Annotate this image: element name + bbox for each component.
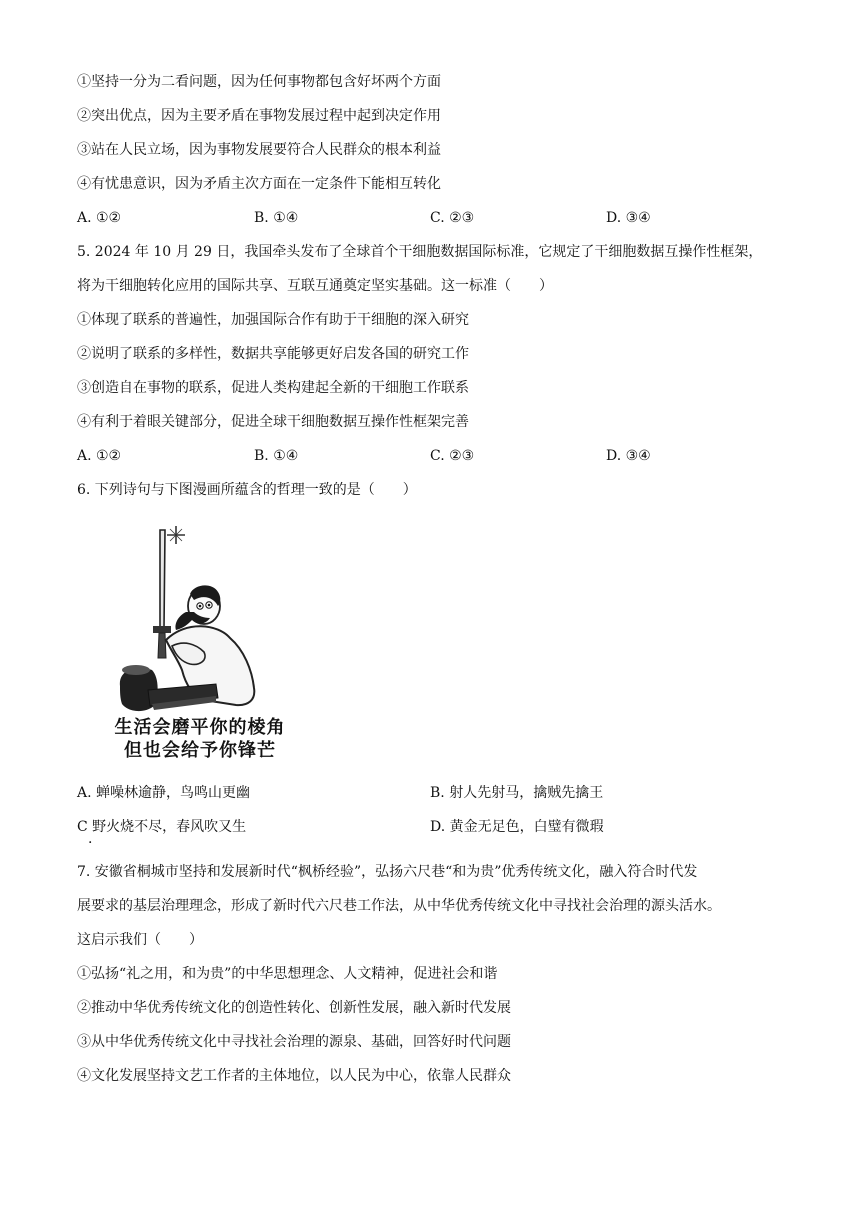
stray-dot: · <box>88 835 93 851</box>
q5-stem-line-1: 5. 2024 年 10 月 29 日，我国牵头发布了全球首个干细胞数据国际标准，它规定了干细胞数据互操作性框架， <box>77 244 763 260</box>
q7-stem-line-2: 展要求的基层治理理念，形成了新时代六尺巷工作法，从中华优秀传统文化中寻找社会治理的源头活水。 <box>77 898 721 914</box>
q6-option-a[interactable]: A. 蝉噪林逾静，鸟鸣山更幽 <box>77 785 251 801</box>
q4-option-a[interactable]: A. ①② <box>77 210 122 226</box>
q4-statement-3: ③站在人民立场，因为事物发展要符合人民群众的根本利益 <box>77 142 441 158</box>
q4-statement-4: ④有忧患意识，因为矛盾主次方面在一定条件下能相互转化 <box>77 176 441 192</box>
cartoon-figure <box>108 520 290 770</box>
q5-stem-line-2: 将为干细胞转化应用的国际共享、互联互通奠定坚实基础。这一标准（ ） <box>77 278 553 294</box>
q4-option-b[interactable]: B. ①④ <box>254 210 299 226</box>
q5-option-a[interactable]: A. ①② <box>77 448 122 464</box>
q7-statement-3: ③从中华优秀传统文化中寻找社会治理的源泉、基础，回答好时代问题 <box>77 1034 511 1050</box>
sword-handle <box>158 633 166 658</box>
cartoon-caption-line-1: 生活会磨平你的棱角 <box>114 717 286 738</box>
q5-statement-2: ②说明了联系的多样性，数据共享能够更好启发各国的研究工作 <box>77 346 469 362</box>
q6-option-b[interactable]: B. 射人先射马，擒贼先擒王 <box>430 785 604 801</box>
q7-statement-1: ①弘扬“礼之用，和为贵”的中华思想理念、人文精神，促进社会和谐 <box>77 966 498 982</box>
q7-statement-2: ②推动中华优秀传统文化的创造性转化、创新性发展，融入新时代发展 <box>77 1000 511 1016</box>
q4-option-d[interactable]: D. ③④ <box>606 210 651 226</box>
q7-statement-4: ④文化发展坚持文艺工作者的主体地位，以人民为中心，依靠人民群众 <box>77 1068 511 1084</box>
sword-hilt <box>153 626 171 633</box>
q5-option-b[interactable]: B. ①④ <box>254 448 299 464</box>
q5-statement-4: ④有利于着眼关键部分，促进全球干细胞数据互操作性框架完善 <box>77 414 469 430</box>
q6-option-d[interactable]: D. 黄金无足色，白璧有微瑕 <box>430 819 604 835</box>
q5-option-d[interactable]: D. ③④ <box>606 448 651 464</box>
q6-stem: 6. 下列诗句与下图漫画所蕴含的哲理一致的是（ ） <box>77 482 417 498</box>
cartoon-caption <box>112 716 288 762</box>
q5-statement-1: ①体现了联系的普遍性，加强国际合作有助于干细胞的深入研究 <box>77 312 469 328</box>
cartoon-caption-line-2: 但也会给予你锋芒 <box>124 740 276 761</box>
q5-statement-3: ③创造自在事物的联系，促进人类构建起全新的干细胞工作联系 <box>77 380 469 396</box>
sword-blade <box>160 530 165 628</box>
q5-option-c[interactable]: C. ②③ <box>430 448 475 464</box>
sparkle-icon <box>167 526 185 544</box>
q4-option-c[interactable]: C. ②③ <box>430 210 475 226</box>
ink-jar-rim <box>122 665 150 675</box>
q4-statement-1: ①坚持一分为二看问题，因为任何事物都包含好坏两个方面 <box>77 74 441 90</box>
q7-stem-line-1: 7. 安徽省桐城市坚持和发展新时代“枫桥经验”，弘扬六尺巷“和为贵”优秀传统文化，融入符合时代发 <box>77 864 698 880</box>
q6-option-c[interactable]: C 野火烧不尽，春风吹又生 <box>77 819 247 835</box>
q7-stem-line-3: 这启示我们（ ） <box>77 932 203 948</box>
q4-statement-2: ②突出优点，因为主要矛盾在事物发展过程中起到决定作用 <box>77 108 441 124</box>
